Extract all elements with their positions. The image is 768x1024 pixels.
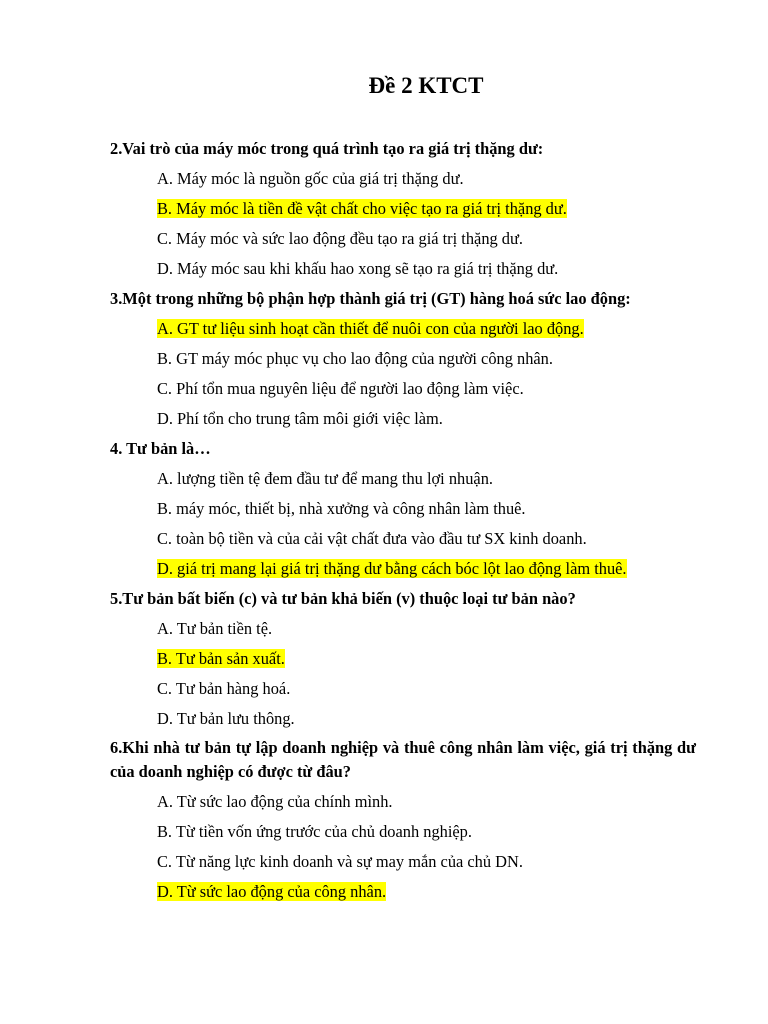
option-a	[157, 789, 696, 814]
option-d	[157, 256, 696, 281]
question-list	[110, 136, 696, 909]
question-3	[110, 286, 696, 431]
option-d	[157, 406, 696, 431]
highlighted-answer: D. Từ sức lao động của công nhân.	[157, 882, 387, 901]
option-c	[157, 526, 696, 551]
question-2	[110, 136, 696, 281]
option-text: C. Từ năng lực kinh doanh và sự may mắn của chủ DN.	[157, 852, 523, 871]
highlighted-answer: B. Tư bản sản xuất.	[157, 649, 285, 668]
option-text: B. Từ tiền vốn ứng trước của chủ doanh nghiệp.	[157, 822, 472, 841]
option-text: C. toàn bộ tiền và của cải vật chất đưa vào đầu tư SX kinh doanh.	[157, 529, 587, 548]
option-text: A. Tư bản tiền tệ.	[157, 619, 273, 638]
question-text: 5.Tư bản bất biến (c) và tư bản khả biến (v) thuộc loại tư bản nào?	[110, 589, 576, 608]
option-text: D. Máy móc sau khi khấu hao xong sẽ tạo ra giá trị thặng dư.	[157, 259, 559, 278]
option-text: A. lượng tiền tệ đem đầu tư để mang thu lợi nhuận.	[157, 469, 493, 488]
option-b	[157, 646, 696, 671]
highlighted-answer: D. giá trị mang lại giá trị thặng dư bằng cách bóc lột lao động làm thuê.	[157, 559, 627, 578]
option-a	[157, 466, 696, 491]
option-text: C. Máy móc và sức lao động đều tạo ra giá trị thặng dư.	[157, 229, 523, 248]
option-text: A. Từ sức lao động của chính mình.	[157, 792, 393, 811]
option-text: A. Máy móc là nguồn gốc của giá trị thặng dư.	[157, 169, 464, 188]
option-b	[157, 346, 696, 371]
option-c	[157, 376, 696, 401]
option-d	[157, 879, 696, 904]
option-d	[157, 706, 696, 731]
option-b	[157, 496, 696, 521]
question-text: 6.Khi nhà tư bản tự lập doanh nghiệp và thuê công nhân làm việc, giá trị thặng dư của doanh nghiệp có được từ đâu?	[110, 738, 696, 781]
option-text: D. Phí tổn cho trung tâm môi giới việc làm.	[157, 409, 443, 428]
option-text: C. Tư bản hàng hoá.	[157, 679, 291, 698]
option-c	[157, 226, 696, 251]
highlighted-answer: B. Máy móc là tiền đề vật chất cho việc tạo ra giá trị thặng dư.	[157, 199, 567, 218]
option-a	[157, 616, 696, 641]
option-b	[157, 196, 696, 221]
option-b	[157, 819, 696, 844]
option-a	[157, 166, 696, 191]
question-5	[110, 586, 696, 731]
question-text: 4. Tư bản là…	[110, 439, 211, 458]
option-d	[157, 556, 696, 581]
option-a	[157, 316, 696, 341]
option-c	[157, 849, 696, 874]
option-c	[157, 676, 696, 701]
option-text: B. GT máy móc phục vụ cho lao động của người công nhân.	[157, 349, 553, 368]
option-text: D. Tư bản lưu thông.	[157, 709, 295, 728]
question-4	[110, 436, 696, 581]
question-6	[110, 736, 696, 904]
question-text: 3.Một trong những bộ phận hợp thành giá trị (GT) hàng hoá sức lao động:	[110, 289, 631, 308]
highlighted-answer: A. GT tư liệu sinh hoạt cần thiết để nuôi con của người lao động.	[157, 319, 584, 338]
question-text: 2.Vai trò của máy móc trong quá trình tạo ra giá trị thặng dư:	[110, 139, 544, 158]
option-text: B. máy móc, thiết bị, nhà xưởng và công nhân làm thuê.	[157, 499, 526, 518]
page-title: Đề 2 KTCT	[368, 73, 484, 98]
option-text: C. Phí tổn mua nguyên liệu để người lao động làm việc.	[157, 379, 524, 398]
